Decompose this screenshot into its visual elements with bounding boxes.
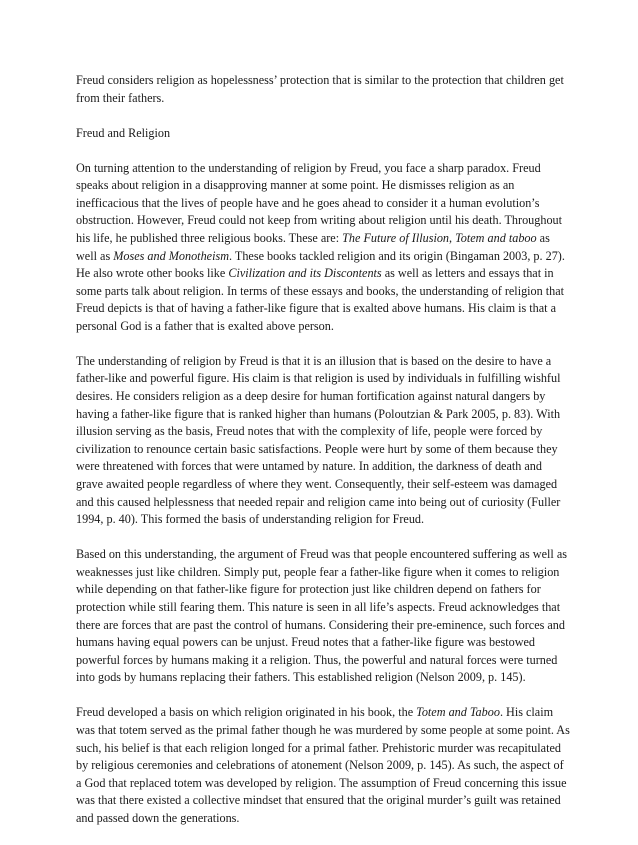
paragraph-text: as well as letters and essays that in some parts talk about religion. In terms of these essays and books, the understanding of religion that Freud depicts is that of having a father-like figure that is exalted above humans. His claim is that a personal God is a father that is exalted above person. xyxy=(76,266,565,333)
paragraph-text: . These books tackled religion and its origin (Bingaman 2003, p. 27). He also wrote other books like xyxy=(76,248,565,281)
book-title-civilization: Civilization and its Discontents xyxy=(228,266,382,281)
body-paragraph-1 xyxy=(76,160,572,336)
paragraph-text: On turning attention to the understanding of religion by Freud, you face a sharp paradox. Freud speaks about religion in a disapproving manner at some point. He dismisses religion as an inefficacious that the lives of people have and he goes ahead to consider it a human evolution’s obstruction. However, Freud could not keep from writing about religion until his death. Throughout his life, he published three religious books. These are: xyxy=(76,160,563,245)
paragraph-text: Freud developed a basis on which religion originated in his book, the xyxy=(76,705,417,720)
paragraph-text: Based on this understanding, the argument of Freud was that people encountered suffering as well as weaknesses just like children. Simply put, people fear a father-like figure when it comes to religion while depending on that father-like figure for protection just like children depend on fathers for protection while still fearing them. This nature is seen in all life’s aspects. Freud acknowledges that there are forces that are past the control of humans. Considering their pre-eminence, such forces and humans having equal powers can be unjust. Freud notes that a father-like figure was bestowed powerful forces by humans making it a religion. Thus, the powerful and natural forces were turned into gods by humans replacing their fathers. This established religion (Nelson 2009, p. 145). xyxy=(76,547,567,685)
body-paragraph-3 xyxy=(76,546,572,687)
document-body xyxy=(76,72,572,845)
body-paragraph-2 xyxy=(76,353,572,529)
paragraph-text: The understanding of religion by Freud is that it is an illusion that is based on the desire to have a father-like and powerful figure. His claim is that religion is used by individuals in fulfilling wishful desires. He considers religion as a deep desire for human fortification against natural dangers by having a father-like figure that is ranked higher than humans (Poloutzian & Park 2005, p. 83). With illusion serving as the basis, Freud notes that with the complexity of life, people were forced by civilization to renounce certain basic satisfactions. People were hurt by some of them because they were threatened with forces that were untamed by nature. In addition, the darkness of death and grave awaited people regardless of where they went. Consequently, their self-esteem was damaged and this caused helplessness that needed repair and religion came into being out of curiosity (Fuller 1994, p. 40). This formed the basis of understanding religion for Freud. xyxy=(76,353,561,527)
paragraph-text: , xyxy=(449,230,456,245)
book-title-totem-and-taboo: Totem and taboo xyxy=(455,230,537,245)
body-paragraph-4 xyxy=(76,704,572,827)
book-title-future-of-illusion: The Future of Illusion xyxy=(342,230,450,245)
paragraph-text: as well as xyxy=(76,230,550,263)
paragraph-text: . His claim was that totem served as the primal father though he was murdered by some people at some point. As such, his belief is that each religion longed for a primal father. Prehistoric murder was recapitulated by religious ceremonies and celebrations of atonement (Nelson 2009, p. 145). As such, the aspect of a God that replaced totem was developed by religion. The assumption of Freud concerning this issue was that there existed a collective mindset that ensured that the original murder’s guilt was retained and passed down the generations. xyxy=(76,705,570,825)
book-title-totem-and-taboo: Totem and Taboo xyxy=(416,705,500,720)
intro-paragraph: Freud considers religion as hopelessness’ protection that is similar to the protection that children get from their fathers. xyxy=(76,73,564,105)
section-heading: Freud and Religion xyxy=(76,125,171,140)
book-title-moses-and-monotheism: Moses and Monotheism xyxy=(113,248,230,263)
